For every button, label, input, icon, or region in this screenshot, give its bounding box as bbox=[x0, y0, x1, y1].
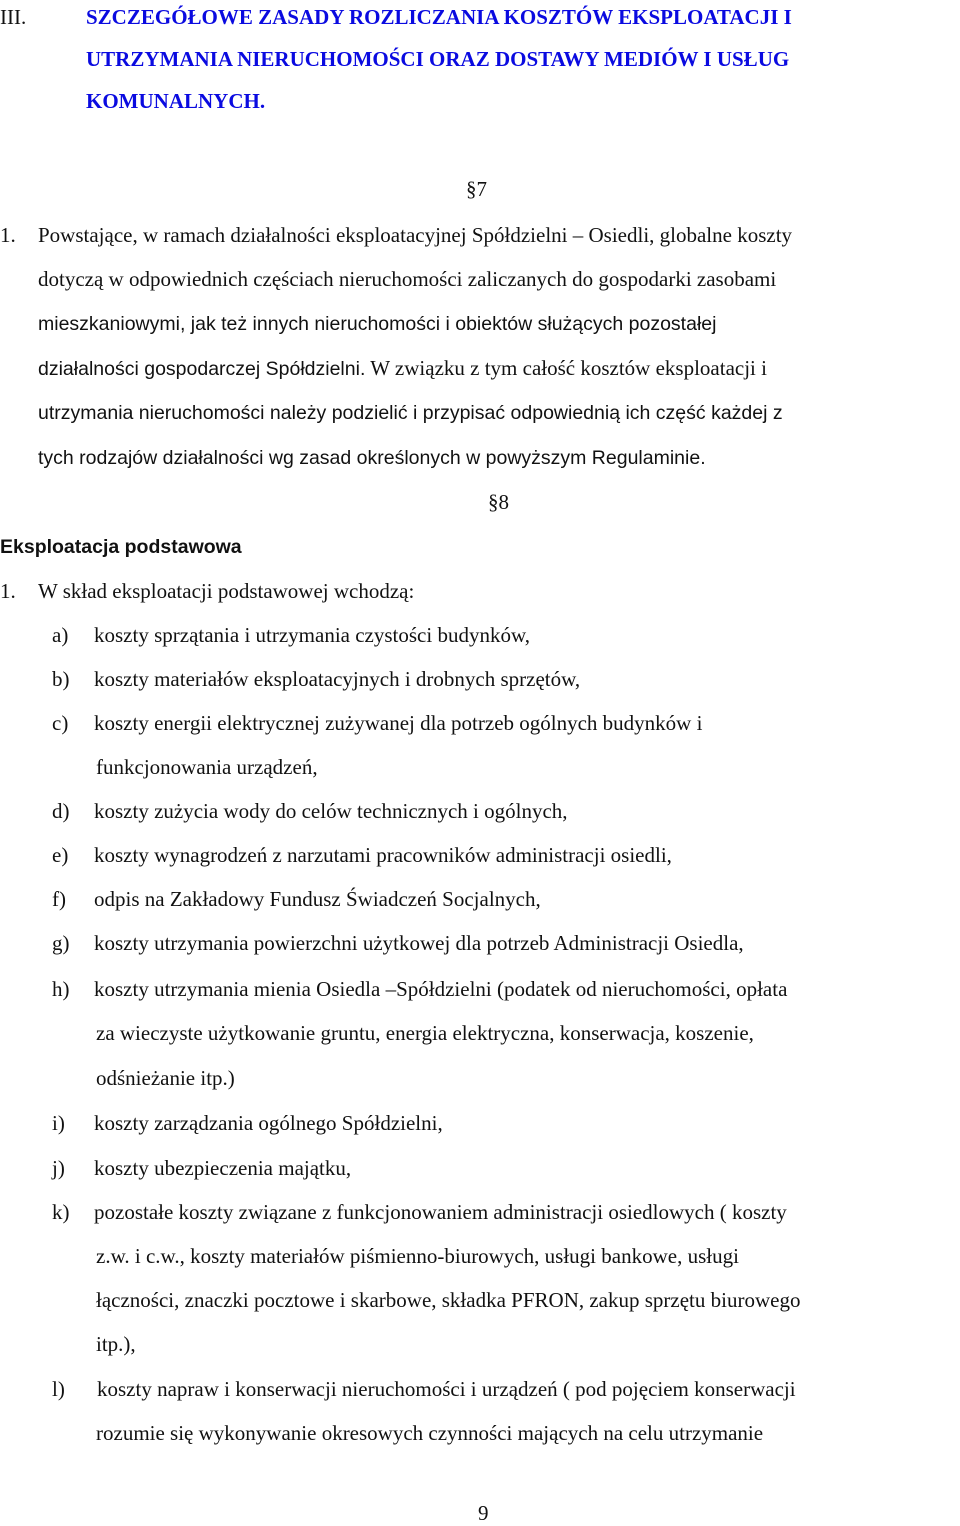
list-item-text: koszty wynagrodzeń z narzutami pracowników administracji osiedli, bbox=[94, 843, 672, 867]
list-item-text: koszty utrzymania mienia Osiedla –Spółdzielni (podatek od nieruchomości, opłata bbox=[94, 977, 788, 1001]
page-number: 9 bbox=[478, 1501, 489, 1525]
list-item bbox=[52, 666, 580, 692]
list-item-continuation: odśnieżanie itp.) bbox=[96, 1066, 235, 1090]
section-8-heading: Eksploatacja podstawowa bbox=[0, 536, 242, 558]
list-item-continuation: funkcjonowania urządzeń, bbox=[96, 755, 318, 779]
list-item-continuation: z.w. i c.w., koszty materiałów piśmienno-biurowych, usługi bankowe, usługi bbox=[96, 1244, 739, 1268]
list-item bbox=[52, 842, 672, 868]
list-item-text: koszty sprzątania i utrzymania czystości budynków, bbox=[94, 623, 531, 647]
list-item-continuation: za wieczyste użytkowanie gruntu, energia elektryczna, konserwacja, koszenie, bbox=[96, 1021, 754, 1045]
list-item-text: koszty materiałów eksploatacyjnych i drobnych sprzętów, bbox=[94, 667, 581, 691]
list-item-letter: f) bbox=[52, 887, 66, 911]
list-item bbox=[52, 1199, 787, 1225]
list-item bbox=[52, 1155, 351, 1181]
list-item-letter: e) bbox=[52, 843, 69, 867]
section-7-line: mieszkaniowymi, jak też innych nieruchomości i obiektów służących pozostałej bbox=[38, 313, 717, 335]
section-7-line: tych rodzajów działalności wg zasad określonych w powyższym Regulaminie. bbox=[38, 447, 706, 469]
list-item-letter: b) bbox=[52, 667, 70, 691]
list-item-text: odpis na Zakładowy Fundusz Świadczeń Socjalnych, bbox=[94, 887, 541, 911]
list-item bbox=[52, 1110, 443, 1136]
list-item bbox=[52, 710, 702, 736]
list-item-continuation: rozumie się wykonywanie okresowych czynności mających na celu utrzymanie bbox=[96, 1421, 764, 1445]
list-item bbox=[52, 976, 787, 1002]
list-item-letter: c) bbox=[52, 711, 69, 735]
list-item-letter: a) bbox=[52, 623, 69, 647]
chapter-title-line-2: UTRZYMANIA NIERUCHOMOŚCI ORAZ DOSTAWY MEDIÓW I USŁUG bbox=[86, 47, 790, 71]
list-item-text: koszty zużycia wody do celów technicznych i ogólnych, bbox=[94, 799, 568, 823]
list-item-letter: j) bbox=[52, 1156, 65, 1180]
section-8-number: 1. bbox=[0, 579, 16, 603]
list-item-letter: d) bbox=[52, 799, 70, 823]
list-item bbox=[52, 622, 530, 648]
section-7-line-text: działalności gospodarczej Spółdzielni. bbox=[38, 358, 366, 380]
list-item-letter: g) bbox=[52, 931, 70, 955]
list-item-letter: i) bbox=[52, 1111, 65, 1135]
list-item-text: koszty utrzymania powierzchni użytkowej dla potrzeb Administracji Osiedla, bbox=[94, 931, 744, 955]
list-item-letter: h) bbox=[52, 977, 70, 1001]
section-7-line-text: W związku z tym całość kosztów eksploatacji i bbox=[365, 356, 767, 380]
list-item bbox=[52, 930, 744, 956]
section-7-number: 1. bbox=[0, 223, 16, 247]
chapter-number: III. bbox=[0, 5, 27, 29]
list-item-text: pozostałe koszty związane z funkcjonowaniem administracji osiedlowych ( koszty bbox=[94, 1200, 787, 1224]
section-8-sign: §8 bbox=[488, 490, 509, 514]
list-item-letter: l) bbox=[52, 1377, 65, 1401]
section-7-line: dotyczą w odpowiednich częściach nieruchomości zaliczanych do gospodarki zasobami bbox=[38, 267, 777, 291]
list-item bbox=[52, 798, 568, 824]
list-item-continuation: łączności, znaczki pocztowe i skarbowe, składka PFRON, zakup sprzętu biurowego bbox=[96, 1288, 801, 1312]
list-item-text: koszty ubezpieczenia majątku, bbox=[94, 1156, 352, 1180]
section-7-line: Powstające, w ramach działalności eksploatacyjnej Spółdzielni – Osiedli, globalne koszty bbox=[38, 223, 793, 247]
section-8-intro: W skład eksploatacji podstawowej wchodzą: bbox=[38, 579, 415, 603]
list-item-text: koszty energii elektrycznej zużywanej dla potrzeb ogólnych budynków i bbox=[94, 711, 703, 735]
chapter-title-line-3: KOMUNALNYCH. bbox=[86, 89, 266, 113]
chapter-title-line-1: SZCZEGÓŁOWE ZASADY ROZLICZANIA KOSZTÓW EKSPLOATACJI I bbox=[86, 5, 792, 29]
list-item-letter: k) bbox=[52, 1200, 70, 1224]
list-item bbox=[52, 886, 541, 912]
section-7-line: utrzymania nieruchomości należy podzielić i przypisać odpowiednią ich część każdej z bbox=[38, 402, 783, 424]
list-item-text: koszty zarządzania ogólnego Spółdzielni, bbox=[94, 1111, 443, 1135]
section-7-line-4 bbox=[38, 355, 767, 382]
list-item-continuation: itp.), bbox=[96, 1332, 136, 1356]
section-7-sign: §7 bbox=[466, 177, 487, 201]
list-item-text: koszty napraw i konserwacji nieruchomości i urządzeń ( pod pojęciem konserwacji bbox=[97, 1377, 796, 1401]
list-item bbox=[52, 1376, 796, 1402]
